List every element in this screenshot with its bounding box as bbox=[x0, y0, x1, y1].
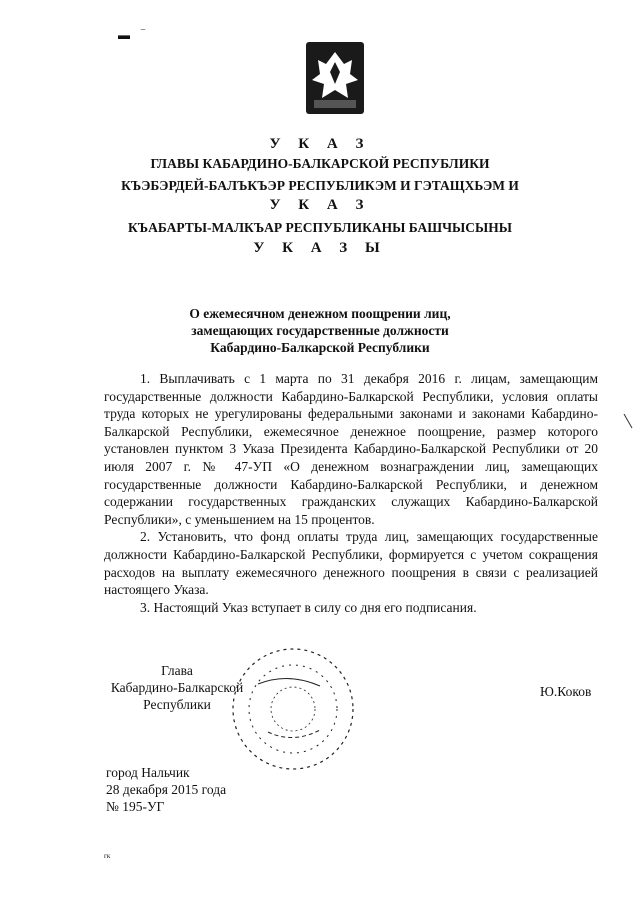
decree-number: № 195-УГ bbox=[106, 799, 165, 814]
decree-title-line-1: О ежемесячном денежном поощрении лиц, bbox=[189, 306, 451, 321]
coat-of-arms-emblem bbox=[300, 40, 370, 116]
signatory-title-line-3: Республики bbox=[143, 697, 211, 712]
signatory-name: Ю.Коков bbox=[540, 684, 592, 699]
margin-pen-mark bbox=[622, 412, 634, 432]
decree-title-line-3: Кабардино-Балкарской Республики bbox=[210, 340, 430, 355]
header-ukazy: У К А З Ы bbox=[253, 240, 387, 256]
paragraph-3: 3. Настоящий Указ вступает в силу со дня его подписания. bbox=[140, 599, 477, 615]
place-date-number bbox=[106, 764, 226, 815]
signatory-title-line-1: Глава bbox=[161, 663, 193, 678]
decree-title-line-2: замещающих государственные должности bbox=[191, 323, 449, 338]
header-kabardian: КЪЭБЭРДЕЙ-БАЛЪКЪЭР РЕСПУБЛИКЭМ И ГЭТАЩХЬЭМ И bbox=[121, 178, 519, 193]
paragraph-1: 1. Выплачивать с 1 марта по 31 декабря 2016 г. лицам, замещающим государственные должности Кабардино-Балкарской Республики, условия оплаты труда которых не урегулированы федеральными законами и законами Кабардино-Балкарской Республики, ежемесячное денежное поощрение, размер которого установлен пунктом 3 Указа Президента Кабардино-Балкарской Республики от 20 июля 2007 г. № 47-УП «О денежном вознаграждении лиц, замещающих государственные должности Кабардино-Балкарской Республики, и денежном содержании государственных гражданских служащих Кабардино-Балкарской Республики», с уменьшением на 15 процентов. bbox=[104, 371, 598, 527]
city: город Нальчик bbox=[106, 765, 190, 780]
header-ukaz-2: У К А З bbox=[269, 197, 371, 213]
decree-title bbox=[0, 305, 640, 356]
header-balkar: КЪАБАРТЫ-МАЛКЪАР РЕСПУБЛИКАНЫ БАШЧЫСЫНЫ bbox=[127, 220, 513, 235]
signatory-title-line-2: Кабардино-Балкарской bbox=[110, 680, 244, 695]
decree-body bbox=[104, 370, 598, 616]
corner-scribble: ▬ ‾ bbox=[118, 28, 149, 42]
paragraph-2: 2. Установить, что фонд оплаты труда лиц, замещающих государственные должности Кабардино-Балкарской Республики, формируется с учетом сокращения расходов на выплату ежемесячного денежного поощрения в связи с реализацией настоящего Указа. bbox=[104, 529, 598, 598]
signatory-title bbox=[102, 662, 252, 713]
header-ukaz-1: У К А З bbox=[269, 136, 371, 152]
header-glavy-kbr: ГЛАВЫ КАБАРДИНО-БАЛКАРСКОЙ РЕСПУБЛИКИ bbox=[150, 156, 490, 171]
decree-date: 28 декабря 2015 года bbox=[106, 782, 227, 797]
typist-initials: гк bbox=[104, 852, 111, 860]
